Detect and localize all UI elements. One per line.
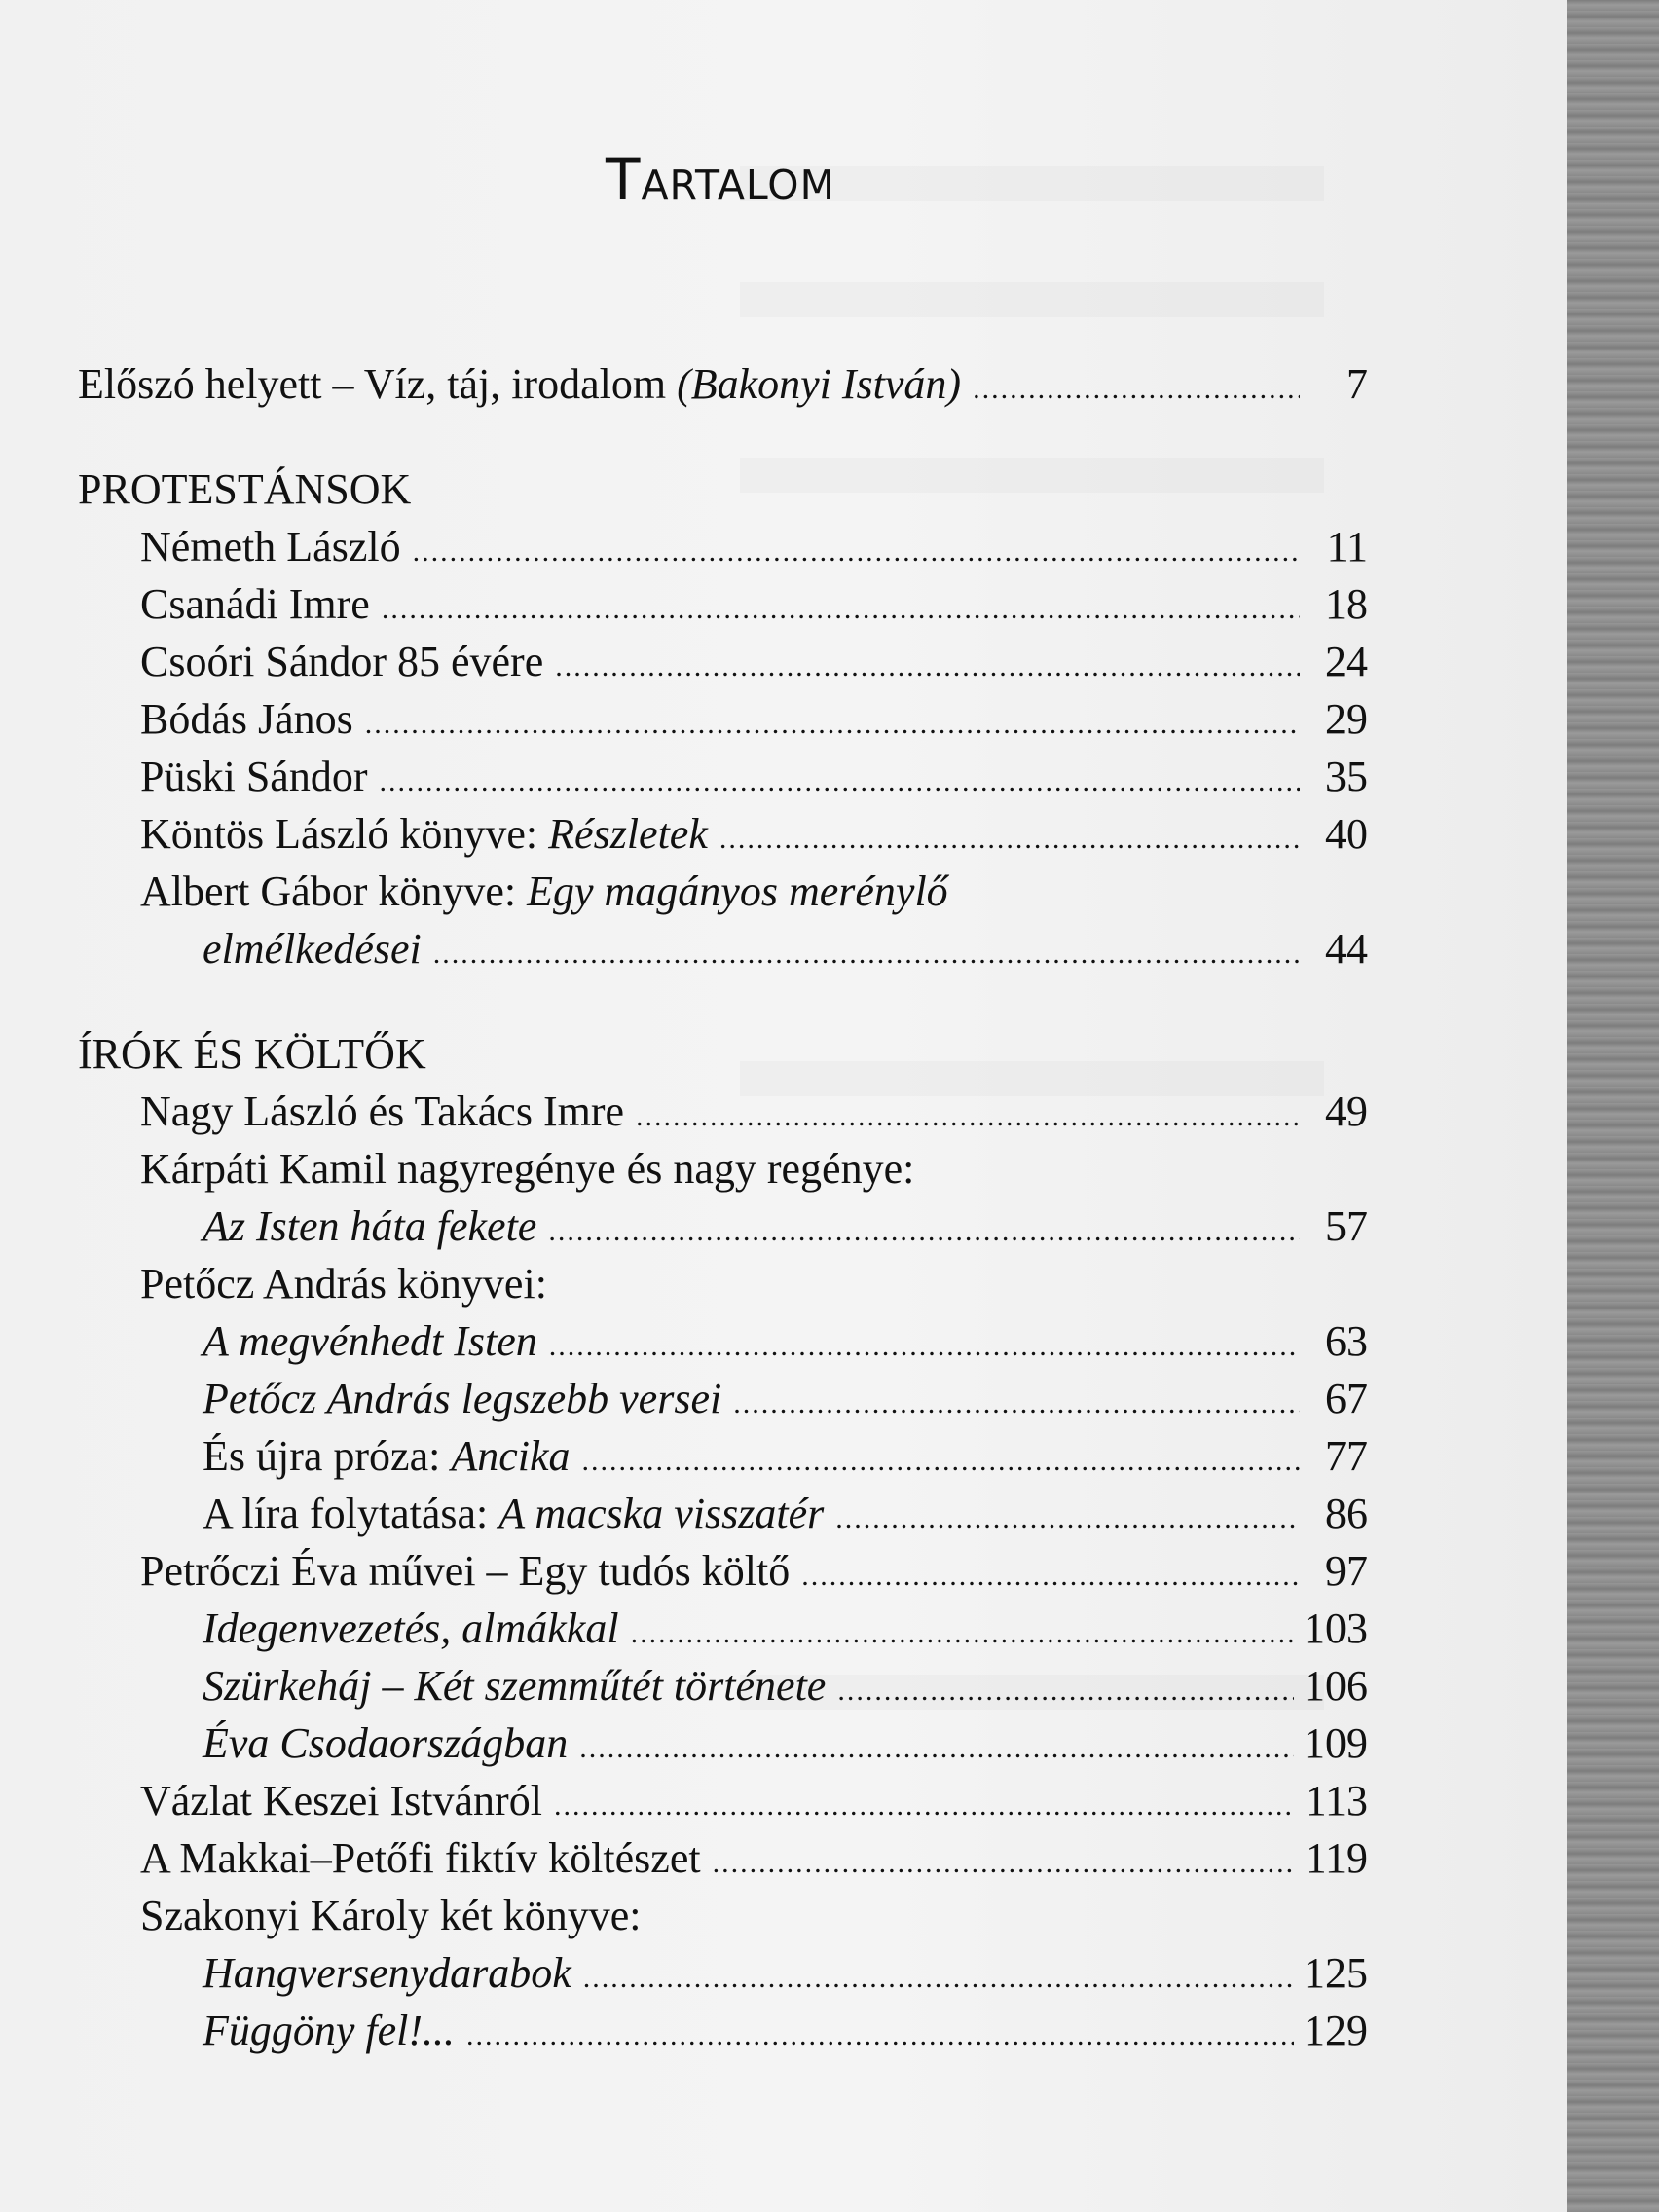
leader-dots [579, 1719, 1294, 1777]
page-number: 57 [1325, 1202, 1368, 1250]
book-page-edges [1567, 0, 1659, 2212]
toc-entry[interactable] [78, 1485, 1368, 1542]
entry-author: (Bakonyi István) [677, 360, 962, 408]
leader-dots [631, 1604, 1294, 1662]
leader-dots [365, 695, 1300, 753]
entry-title: Szürkeháj – Két szemműtét története [203, 1662, 827, 1710]
entry-text: És újra próza: [203, 1432, 452, 1480]
page-number: 86 [1325, 1490, 1368, 1537]
page-number: 67 [1325, 1375, 1368, 1422]
entry-title: elmélkedései [203, 925, 422, 973]
leader-dots [837, 1662, 1294, 1719]
toc-entry[interactable] [78, 1657, 1368, 1714]
leader-dots [433, 925, 1300, 982]
leader-dots [733, 1375, 1300, 1432]
entry-title: Az Isten háta fekete [203, 1202, 537, 1250]
page-number: 103 [1304, 1604, 1368, 1652]
toc-entry[interactable] [78, 1714, 1368, 1772]
toc-entry[interactable] [78, 1772, 1368, 1829]
entry-title: Ancika [451, 1432, 571, 1480]
page-number: 119 [1305, 1834, 1368, 1882]
entry-text: Németh László [140, 523, 401, 571]
page-title: Tartalom [606, 146, 835, 212]
page-number: 11 [1326, 523, 1368, 571]
page-number: 125 [1304, 1949, 1368, 1997]
toc-entry[interactable] [78, 633, 1368, 690]
toc-entry[interactable] [78, 1255, 1368, 1312]
entry-title: Idegenvezetés, almákkal [203, 1604, 619, 1652]
entry-title: Hangversenydarabok [203, 1949, 571, 1997]
leader-dots [719, 810, 1300, 867]
leader-dots [636, 1088, 1300, 1145]
toc-entry[interactable] [78, 1887, 1368, 1944]
leader-dots [582, 1432, 1300, 1490]
leader-dots [466, 2007, 1294, 2064]
entry-text: A Makkai–Petőfi fiktív költészet [140, 1834, 701, 1882]
entry-text: Petőcz András könyvei: [140, 1260, 547, 1308]
entry-text: Vázlat Keszei Istvánról [140, 1777, 542, 1825]
toc-entry[interactable] [78, 518, 1368, 575]
toc-entry[interactable] [78, 1427, 1368, 1485]
toc-entry[interactable] [78, 1198, 1368, 1255]
toc-entry[interactable] [78, 863, 1368, 920]
page-number: 113 [1305, 1777, 1368, 1825]
leader-dots [382, 580, 1300, 638]
leader-dots [835, 1490, 1300, 1547]
toc-entry[interactable] [78, 2002, 1368, 2059]
toc-entry[interactable] [78, 1370, 1368, 1427]
page-number: 7 [1346, 360, 1368, 408]
entry-text: Bódás János [140, 695, 353, 743]
entry-text: Előszó helyett – Víz, táj, irodalom [78, 360, 678, 408]
entry-text: A líra folytatása: [203, 1490, 499, 1537]
section-heading: PROTESTÁNSOK [78, 465, 412, 513]
leader-dots [801, 1547, 1300, 1604]
leader-dots [973, 360, 1300, 418]
page-number: 24 [1325, 638, 1368, 685]
page-number: 49 [1325, 1088, 1368, 1135]
entry-text: Petrőczi Éva művei – Egy tudós költő [140, 1547, 791, 1595]
entry-title: A megvénhedt Isten [203, 1317, 537, 1365]
page-number: 18 [1325, 580, 1368, 628]
toc-entry-preface[interactable] [78, 355, 1368, 413]
leader-dots [583, 1949, 1294, 2007]
toc-entry[interactable] [78, 1600, 1368, 1657]
entry-text: Köntös László könyve: [140, 810, 549, 858]
page-number: 40 [1325, 810, 1368, 858]
toc-entry[interactable] [78, 1083, 1368, 1140]
leader-dots [413, 523, 1300, 580]
page-number: 29 [1325, 695, 1368, 743]
entry-title: A macska visszatér [498, 1490, 825, 1537]
entry-title: Petőcz András legszebb versei [203, 1375, 722, 1422]
page-number: 35 [1325, 753, 1368, 800]
toc-entry[interactable] [78, 690, 1368, 748]
toc-entry[interactable] [78, 1542, 1368, 1600]
toc-entry[interactable] [78, 748, 1368, 805]
entry-text: Szakonyi Károly két könyve: [140, 1892, 642, 1939]
toc-entry[interactable] [78, 1140, 1368, 1198]
toc-entry[interactable] [78, 575, 1368, 633]
page-number: 44 [1325, 925, 1368, 973]
entry-text: Nagy László és Takács Imre [140, 1088, 625, 1135]
page-number: 63 [1325, 1317, 1368, 1365]
entry-text: Csoóri Sándor 85 évére [140, 638, 544, 685]
toc-entry[interactable] [78, 805, 1368, 863]
page-number: 97 [1325, 1547, 1368, 1595]
page-number: 77 [1325, 1432, 1368, 1480]
entry-title: Egy magányos merénylő [527, 867, 948, 915]
entry-text: Albert Gábor könyve: [140, 867, 528, 915]
toc-entry[interactable] [78, 1829, 1368, 1887]
leader-dots [554, 1777, 1296, 1834]
entry-text: Püski Sándor [140, 753, 368, 800]
page-number: 106 [1304, 1662, 1368, 1710]
entry-title: Éva Csodaországban [203, 1719, 569, 1767]
toc-entry[interactable] [78, 1944, 1368, 2002]
section-heading: ÍRÓK ÉS KÖLTŐK [78, 1030, 426, 1078]
entry-title: Részletek [548, 810, 708, 858]
entry-text: Csanádi Imre [140, 580, 370, 628]
entry-text: Kárpáti Kamil nagyregénye és nagy regénye: [140, 1145, 915, 1193]
toc-entry[interactable] [78, 1312, 1368, 1370]
bleed-through [740, 282, 1324, 317]
leader-dots [549, 1317, 1300, 1375]
page-number: 129 [1304, 2007, 1368, 2054]
page-number: 109 [1304, 1719, 1368, 1767]
toc-entry[interactable] [78, 920, 1368, 977]
leader-dots [379, 753, 1300, 810]
leader-dots [548, 1202, 1300, 1260]
table-of-contents [78, 355, 1368, 2059]
entry-title: Függöny fel!... [203, 2007, 456, 2054]
leader-dots [713, 1834, 1296, 1892]
leader-dots [555, 638, 1300, 695]
